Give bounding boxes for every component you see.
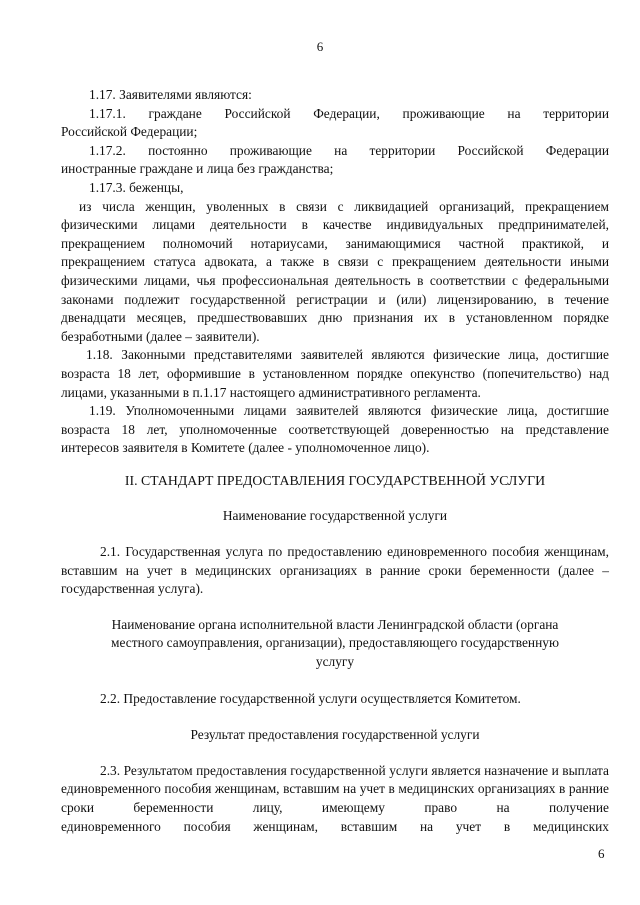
page-number-bottom: 6 (598, 846, 605, 861)
paragraph-women: из числа женщин, уволенных в связи с ликвидацией организаций, прекращением физическими лицами деятельности в качестве индивидуальных предпринимателей, прекращением полномочий нотариусами, занимающимися частной практикой, и прекращением статуса адвоката, а также в связи с прекращением деятельности иными физическими лицами, чья профессиональная деятельность в соответствии с федеральными законами подлежит государственной регистрации и (или) лицензированию, в течение двенадцати месяцев, предшествовавших дню признания их в установленном порядке безработными (далее – заявители). (61, 198, 609, 344)
paragraph-1-17-2-line1: 1.17.2. постоянно проживающие на территории Российской Федерации (89, 142, 609, 158)
heading-service-name: Наименование государственной услуги (222, 508, 448, 524)
paragraph-2-3-last-line: единовременного пособия женщинам, вставшим на учет в медицинских (61, 818, 609, 834)
section-title: II. СТАНДАРТ ПРЕДОСТАВЛЕНИЯ ГОСУДАРСТВЕННОЙ УСЛУГИ (124, 472, 546, 488)
paragraph-1-17-2-line2: иностранные граждане и лица без гражданства; (61, 161, 334, 177)
heading-organ-line1: Наименование органа исполнительной власти Ленинградской области (органа (111, 616, 559, 632)
heading-organ-line3: услугу (315, 654, 355, 670)
paragraph-1-17-1-line2: Российской Федерации; (61, 124, 198, 140)
heading-result: Результат предоставления государственной услуги (190, 727, 480, 743)
paragraph-2-3: 2.3. Результатом предоставления государственной услуги является назначение и выплата единовременного пособия женщинам, вставшим на учет в медицинских организациях в ранние сроки беременности лицу, имеющему право на получение (61, 762, 609, 815)
paragraph-2-1: 2.1. Государственная услуга по предоставлению единовременного пособия женщинам, вставшим на учет в медицинских организациях в ранние сроки беременности (далее – государственная услуга). (61, 544, 609, 597)
page-number-top: 6 (316, 39, 324, 54)
paragraph-1-19: 1.19. Уполномоченными лицами заявителей являются физические лица, достигшие возраста 18 лет, уполномоченные соответствующей доверенностью на представление интересов заявителя в Комитете (далее - уполномоченное лицо). (61, 403, 609, 456)
paragraph-1-17: 1.17. Заявителями являются: (89, 87, 252, 102)
paragraph-2-2: 2.2. Предоставление государственной услуги осуществляется Комитетом. (100, 690, 521, 706)
heading-organ-line2: местного самоуправления, организации), предоставляющего государственную (111, 635, 559, 651)
paragraph-1-18: 1.18. Законными представителями заявителей являются физические лица, достигшие возраста 18 лет, оформившие в установленном порядке опекунство (попечительство) над лицами, указанными в п.1.17 настоящего административного регламента. (61, 347, 609, 400)
document-body (61, 86, 609, 836)
paragraph-1-17-3: 1.17.3. беженцы, (89, 179, 184, 195)
paragraph-1-17-1-line1: 1.17.1. граждане Российской Федерации, проживающие на территории (89, 105, 609, 121)
